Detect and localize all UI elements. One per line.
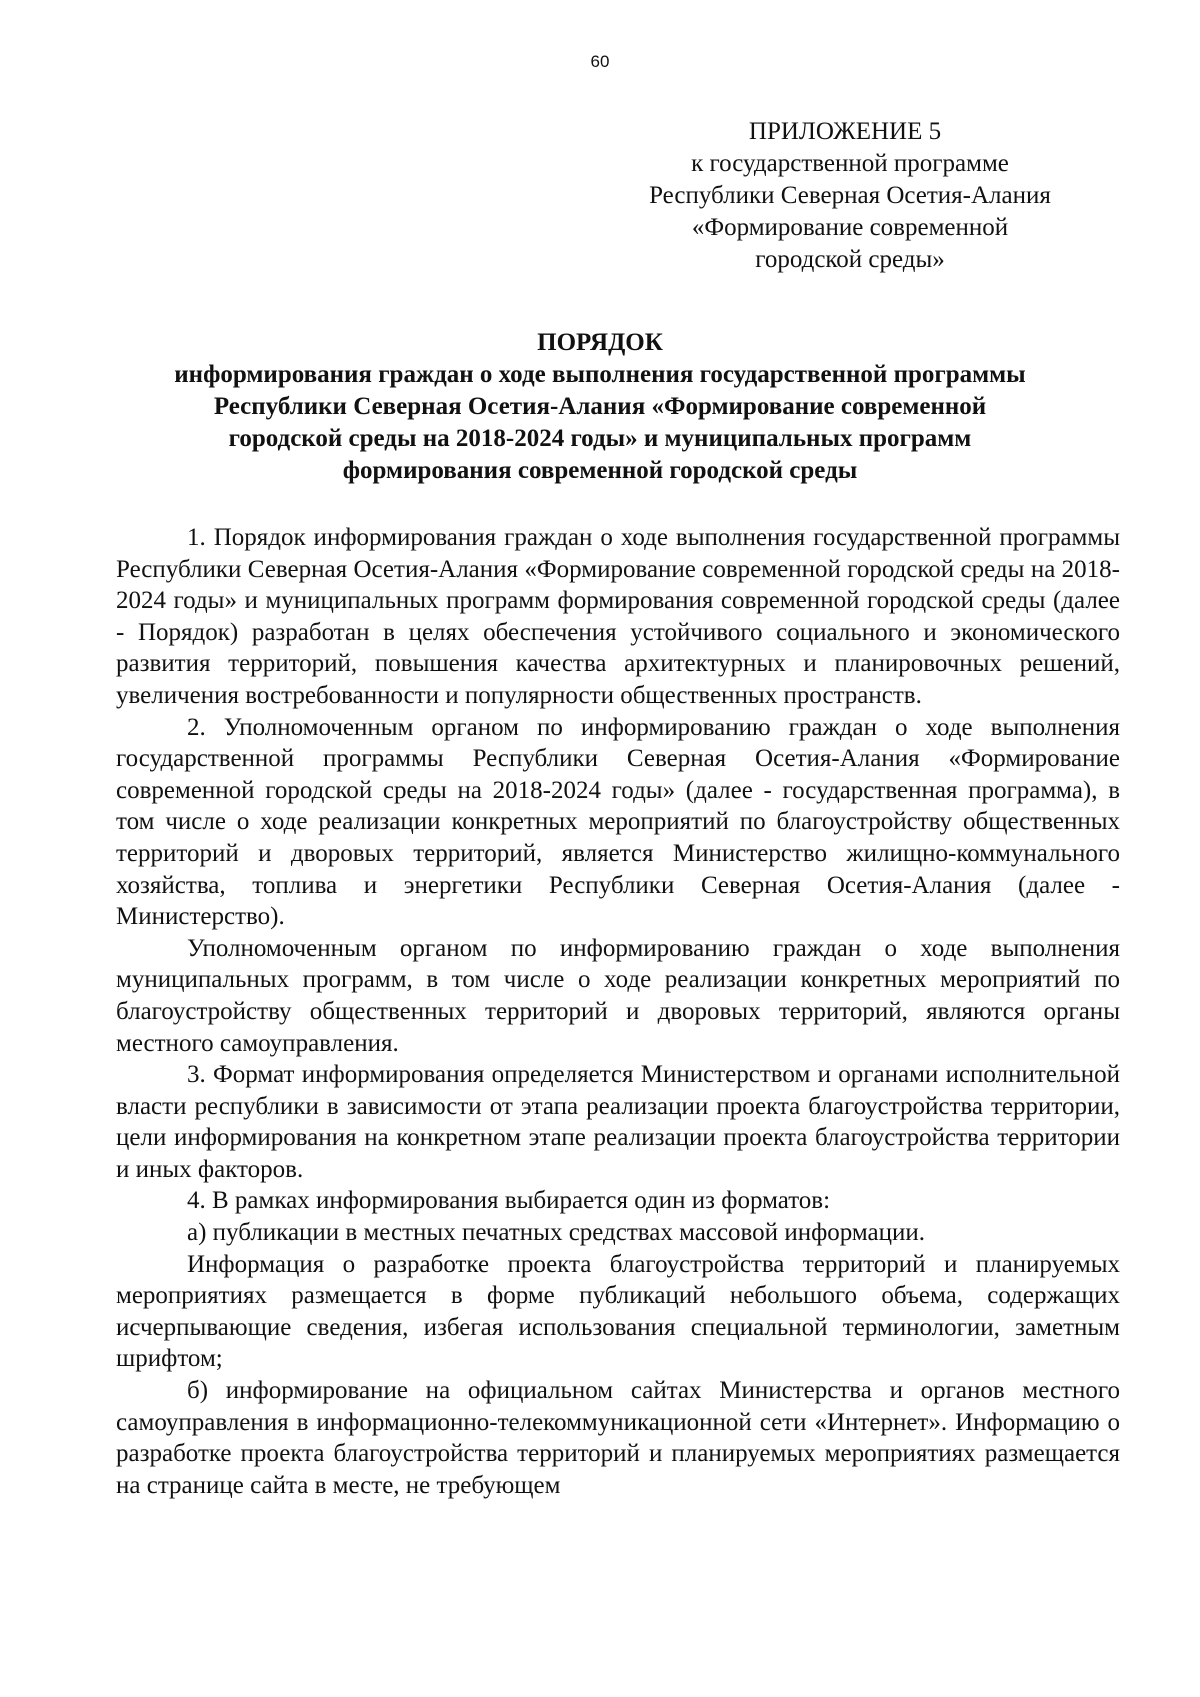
document-heading [60,327,1140,487]
document-body [116,522,1120,1501]
heading-line: городской среды на 2018-2024 годы» и муниципальных программ [228,425,972,452]
paragraph-3: 3. Формат информирования определяется Министерством и органами исполнительной власти республики в зависимости от этапа реализации проекта благоустройства территории, цели информирования на конкретном этапе реализации проекта благоустройства территории и иных факторов. [116,1061,1120,1183]
heading-line: формирования современной городской среды [342,457,858,484]
appendix-title: ПРИЛОЖЕНИЕ 5 [748,118,942,145]
paragraph-4a-detail: Информация о разработке проекта благоустройства территорий и планируемых мероприятиях размещается в форме публикаций небольшого объема, содержащих исчерпывающие сведения, избегая использования специальной терминологии, заметным шрифтом; [116,1250,1120,1373]
appendix-line: «Формирование современной [691,214,1009,241]
paragraph-4b: б) информирование на официальном сайтах Министерства и органов местного самоуправления в информационно-телекоммуникационной сети «Интернет». Информацию о разработке проекта благоустройства территорий и планируемых мероприятиях размещается на странице сайта в месте, не требующем [116,1377,1120,1499]
appendix-block [600,116,1100,276]
appendix-line: городской среды» [755,246,945,273]
paragraph-1: 1. Порядок информирования граждан о ходе выполнения государственной программы Республики Северная Осетия-Алания «Формирование современной городской среды на 2018-2024 годы» и муниципальных программ формирования современной городской среды (далее - Порядок) разработан в целях обеспечения устойчивого социального и экономического развития территорий, повышения качества архитектурных и планировочных решений, увеличения востребованности и популярности общественных пространств. [116,524,1120,709]
heading-title: ПОРЯДОК [537,329,663,356]
appendix-line: к государственной программе [691,150,1009,177]
heading-line: информирования граждан о ходе выполнения государственной программы [174,361,1026,388]
paragraph-2: 2. Уполномоченным органом по информированию граждан о ходе выполнения государственной программы Республики Северная Осетия-Алания «Формирование современной городской среды на 2018-2024 годы» (далее - государственная программа), в том числе о ходе реализации конкретных мероприятий по благоустройству общественных территорий и дворовых территорий, является Министерство жилищно-коммунального хозяйства, топлива и энергетики Республики Северная Осетия-Алания (далее - Министерство). [116,713,1120,931]
paragraph-4a: а) публикации в местных печатных средствах массовой информации. [187,1219,926,1247]
paragraph-2-continued: Уполномоченным органом по информированию граждан о ходе выполнения муниципальных программ, в том числе о ходе реализации конкретных мероприятий по благоустройству общественных территорий и дворовых территорий, являются органы местного самоуправления. [116,934,1120,1057]
appendix-line: Республики Северная Осетия-Алания [649,182,1051,209]
page-number: 60 [590,52,610,71]
heading-line: Республики Северная Осетия-Алания «Формирование современной [213,393,987,420]
paragraph-4: 4. В рамках информирования выбирается один из форматов: [187,1187,831,1215]
